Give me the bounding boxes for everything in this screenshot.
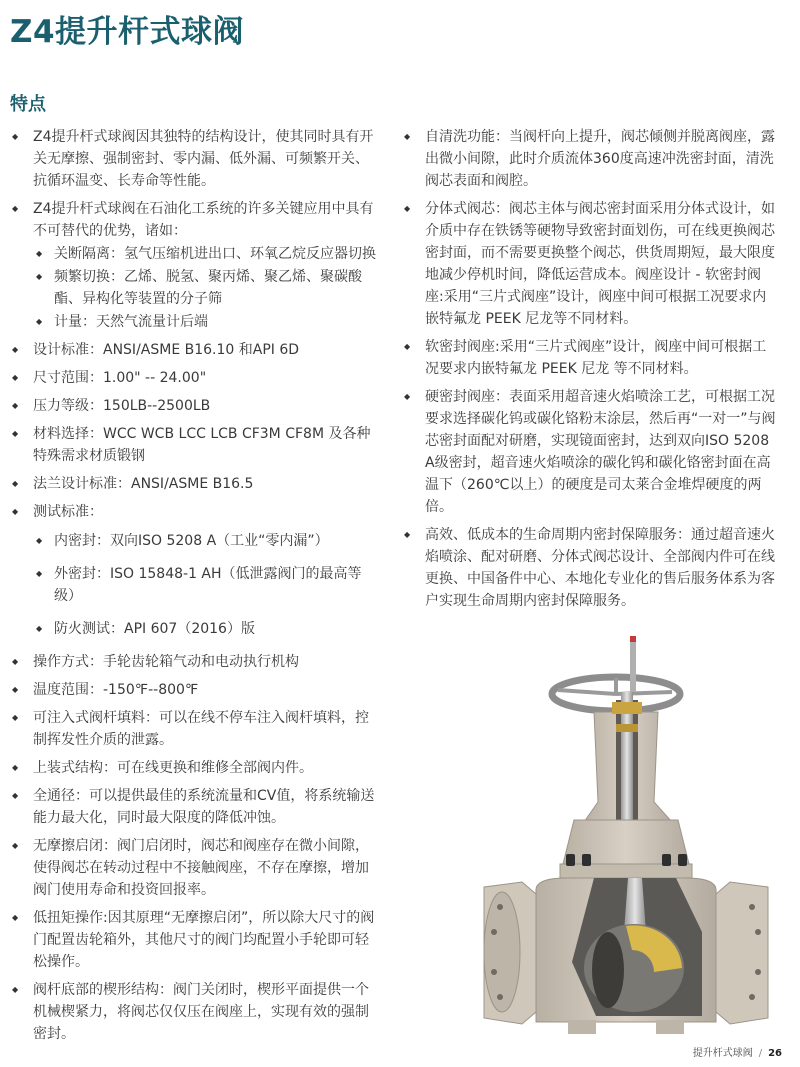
list-item: ◆ 材料选择：WCC WCB LCC LCB CF3M CF8M 及各种特殊需求材质锻钢 [10,423,378,467]
footer-label: 提升杆式球阀 [692,1048,753,1059]
list-item: ◆ 可注入式阀杆填料：可以在线不停车注入阀杆填料，控制挥发性介质的泄露。 [10,707,378,751]
sublist-item: ◆ 频繁切换：乙烯、脱氢、聚丙烯、聚乙烯、聚碳酸酯、异构化等装置的分子筛 [33,266,378,310]
sublist-item: ◆ 内密封：双向ISO 5208 A（工业“零内漏”） [33,530,378,552]
test-standard-sublist [33,530,378,640]
list-item: ◆ 操作方式：手轮齿轮箱气动和电动执行机构 [10,651,378,673]
page-title: Z4提升杆式球阀 [10,14,245,50]
list-item [10,198,378,333]
right-column [402,126,776,618]
footer-separator: / [758,1048,763,1059]
list-item-text: Z4提升杆式球阀在石油化工系统的许多关键应用中具有不可替代的优势，诸如： [33,201,374,239]
application-sublist [33,243,378,333]
sublist-item: ◆ 计量：天然气流量计后端 [33,311,378,333]
list-item: ◆ 上装式结构：可在线更换和维修全部阀内件。 [10,757,378,779]
list-item: ◆ 法兰设计标准：ANSI/ASME B16.5 [10,473,378,495]
list-item: ◆ 自清洗功能：当阀杆向上提升，阀芯倾侧并脱离阀座，露出微小间隙，此时介质流体360度高速冲洗密封面，清洗阀芯表面和阀腔。 [402,126,776,192]
list-item [10,501,378,640]
list-item-text: 测试标准： [33,504,103,520]
page-number: 26 [768,1048,782,1059]
list-item: ◆ 低扭矩操作:因其原理“无摩擦启闭”，所以除大尺寸的阀门配置齿轮箱外，其他尺寸的阀门均配置小手轮即可轻松操作。 [10,907,378,973]
left-column [10,126,378,1051]
valve-cutaway-illustration [476,632,776,1042]
list-item: ◆ 无摩擦启闭：阀门启闭时，阀芯和阀座存在微小间隙，使得阀芯在转动过程中不接触阀座，不存在摩擦，增加阀门使用寿命和投资回报率。 [10,835,378,901]
sublist-item: ◆ 外密封：ISO 15848-1 AH（低泄露阀门的最高等级） [33,563,378,607]
list-item: ◆ 高效、低成本的生命周期内密封保障服务：通过超音速火焰喷涂、配对研磨、分体式阀芯设计、全部阀内件可在线更换、中国备件中心、本地化专业化的售后服务体系为客户实现生命周期内密封保障服务。 [402,524,776,612]
list-item: ◆ 全通径：可以提供最佳的系统流量和CV值，将系统输送能力最大化，同时最大限度的降低冲蚀。 [10,785,378,829]
list-item: ◆ Z4提升杆式球阀因其独特的结构设计，使其同时具有开关无摩擦、强制密封、零内漏、低外漏、可频繁开关、抗循环温变、长寿命等性能。 [10,126,378,192]
list-item: ◆ 分体式阀芯：阀芯主体与阀芯密封面采用分体式设计，如介质中存在铁锈等硬物导致密封面划伤，可在线更换阀芯密封面，而不需要更换整个阀芯，供货周期短，最大限度地减少停机时间，降低运营成本。阀座设计 - 软密封阀座:采用“三片式阀座”设计，阀座中间可根据工况要求内嵌特氟龙 PEEK 尼龙等不同材料。 [402,198,776,330]
section-title: 特点 [10,94,46,115]
list-item: ◆ 尺寸范围：1.00" -- 24.00" [10,367,378,389]
list-item: ◆ 阀杆底部的楔形结构：阀门关闭时，楔形平面提供一个机械楔紧力，将阀芯仅仅压在阀座上，实现有效的强制密封。 [10,979,378,1045]
feature-list-right [402,126,776,612]
list-item: ◆ 硬密封阀座：表面采用超音速火焰喷涂工艺，可根据工况要求选择碳化钨或碳化铬粉末涂层，然后再“一对一”与阀芯密封面配对研磨，实现镜面密封，达到双向ISO 5208 A级密封，超音速火焰喷涂的碳化钨和碳化铬密封面在高温下（260℃以上）的硬度是司太莱合金堆焊硬度的两倍。 [402,386,776,518]
list-item: ◆ 设计标准：ANSI/ASME B16.10 和API 6D [10,339,378,361]
list-item: ◆ 温度范围：-150℉--800℉ [10,679,378,701]
sublist-item: ◆ 防火测试：API 607（2016）版 [33,618,378,640]
sublist-item: ◆ 关断隔离：氢气压缩机进出口、环氧乙烷反应器切换 [33,243,378,265]
list-item: ◆ 软密封阀座:采用“三片式阀座”设计，阀座中间可根据工况要求内嵌特氟龙 PEEK 尼龙 等不同材料。 [402,336,776,380]
list-item: ◆ 压力等级：150LB--2500LB [10,395,378,417]
feature-list-left [10,126,378,1045]
page-footer [693,1044,782,1059]
